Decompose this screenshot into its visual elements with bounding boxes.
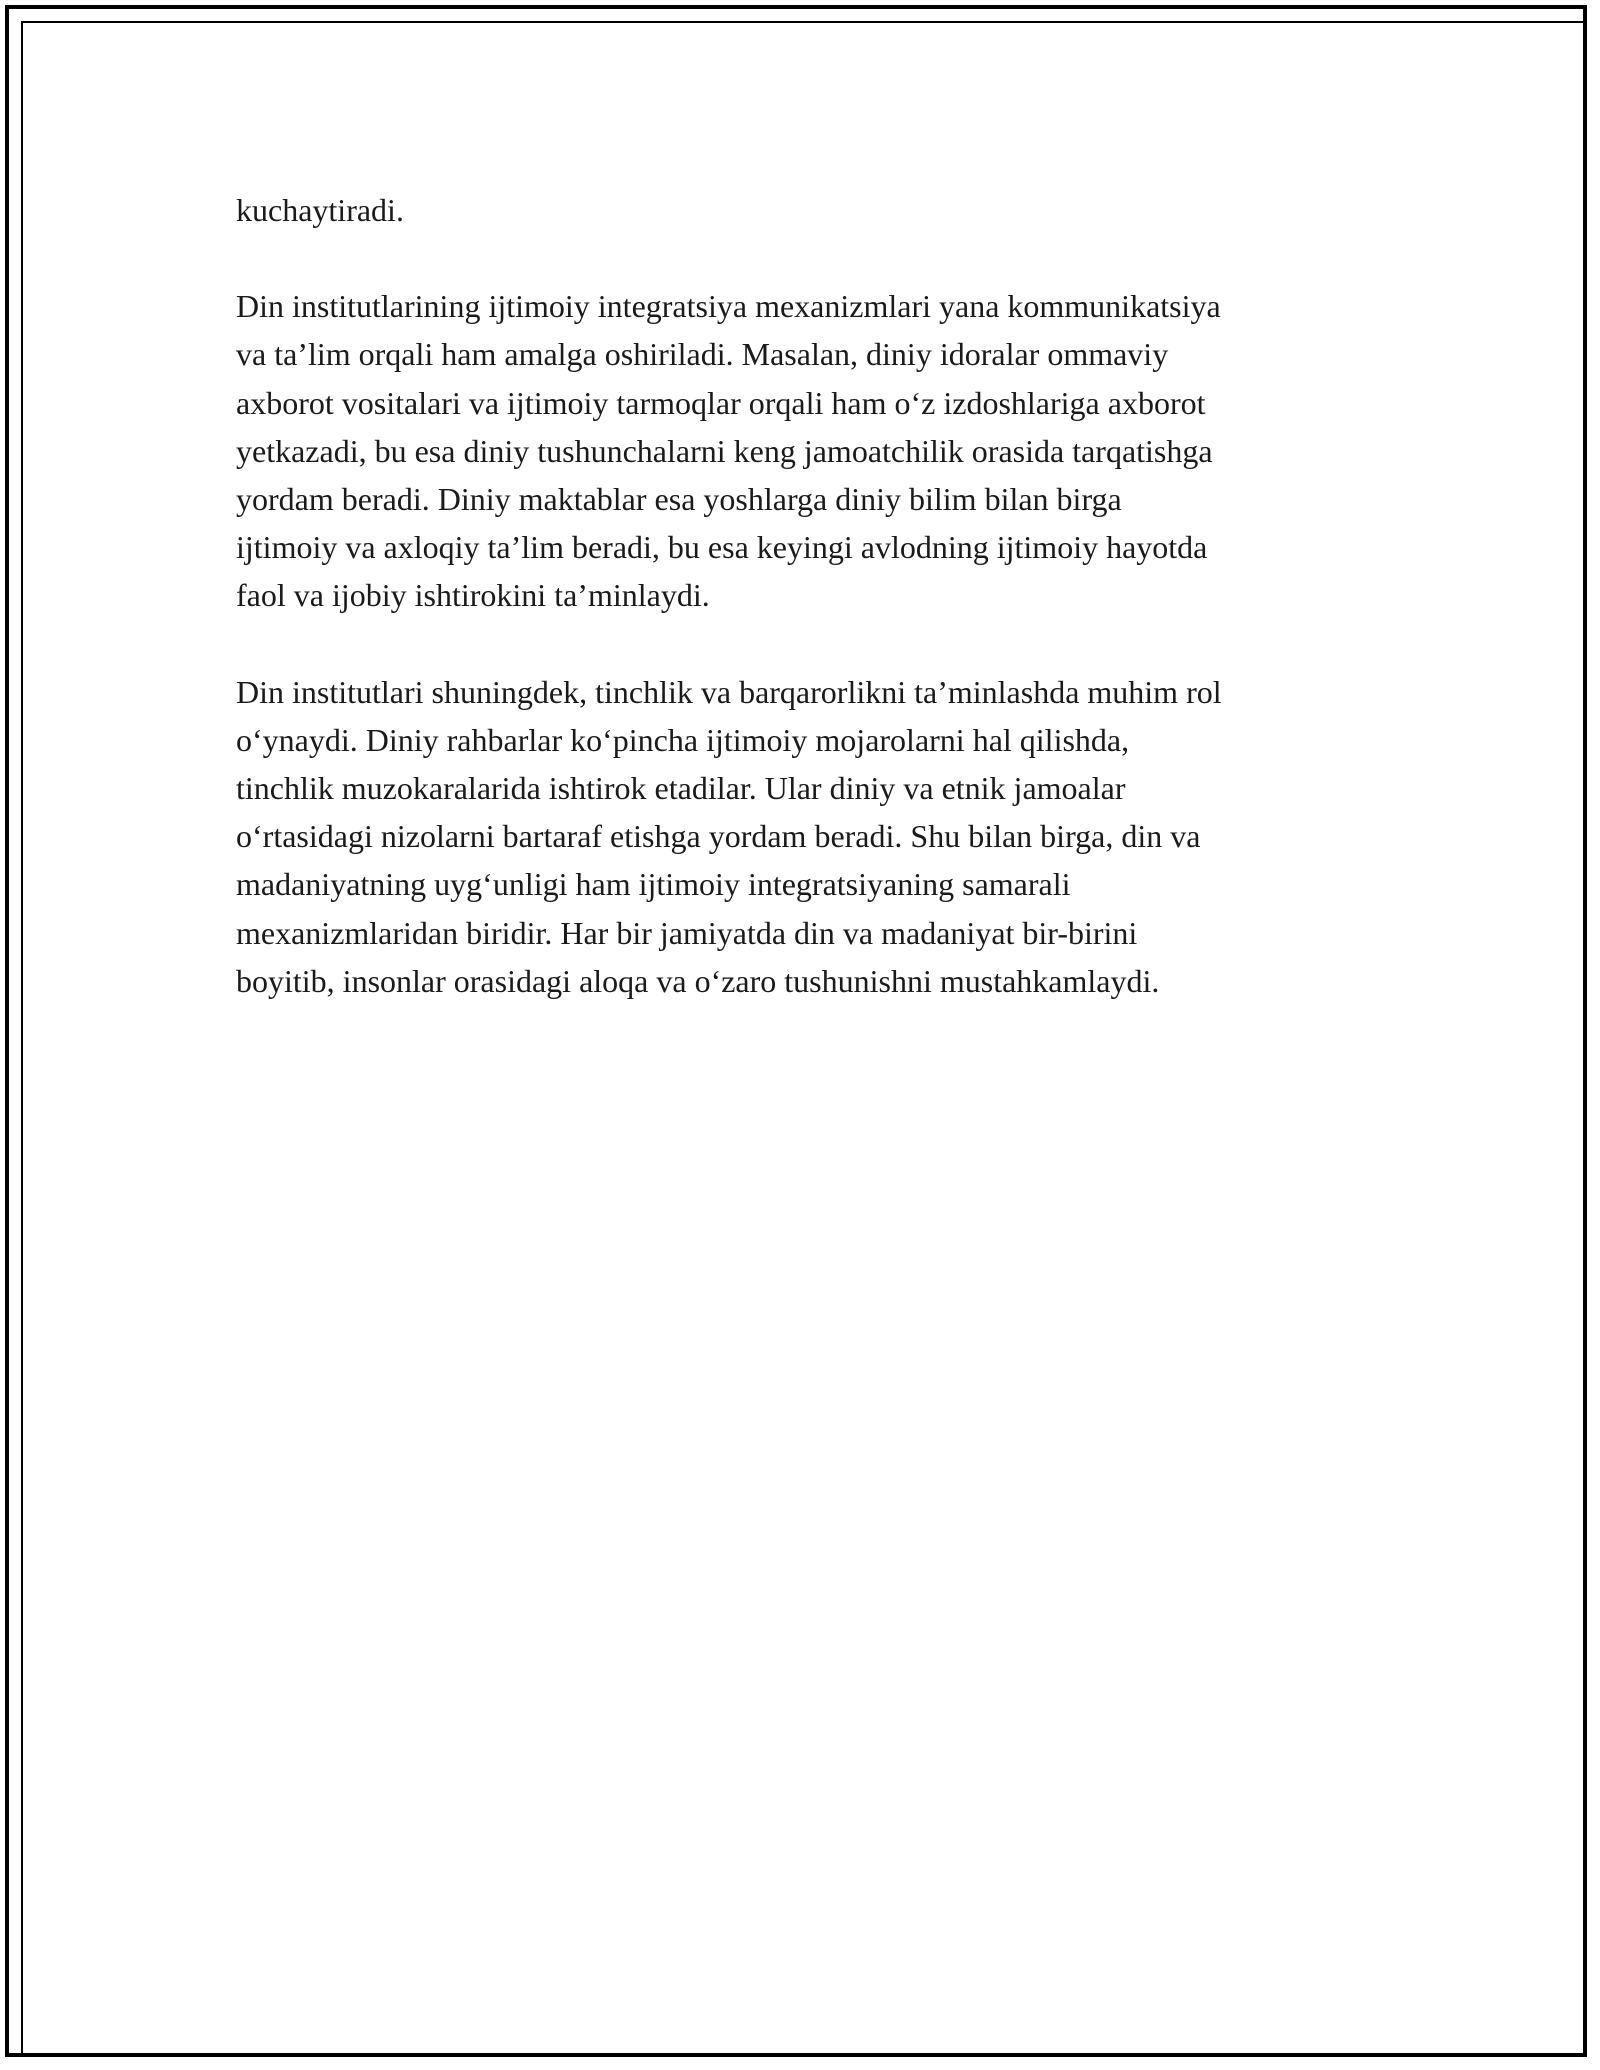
paragraph-continuation: kuchaytiradi. — [236, 192, 404, 228]
paragraph-peace-stability: Din institutlari shuningdek, tinchlik va barqarorlikni ta’minlashda muhim rol o‘ynaydi. Diniy rahbarlar ko‘pincha ijtimoiy mojarolarni hal qilishda, tinchlik muzokaralarida ishtirok etadilar. Ular diniy va etnik jamoalar o‘rtasidagi nizolarni bartaraf etishga yordam beradi. Shu bilan birga, din va madaniyatning uyg‘unligi ham ijtimoiy integratsiyaning samarali mexanizmlaridan biridir. Har bir jamiyatda din va madaniyat bir-birini boyitib, insonlar orasidagi aloqa va o‘zaro tushunishni mustahkamlaydi. — [236, 673, 1222, 999]
paragraph-communication-education: Din institutlarining ijtimoiy integratsiya mexanizmlari yana kommunikatsiya va ta’lim orqali ham amalga oshiriladi. Masalan, diniy idoralar ommaviy axborot vositalari va ijtimoiy tarmoqlar orqali ham o‘z izdoshlariga axborot yetkazadi, bu esa diniy tushunchalarni keng jamoatchilik orasida tarqatishga yordam beradi. Diniy maktablar esa yoshlarga diniy bilim bilan birga ijtimoiy va axloqiy ta’lim beradi, bu esa keyingi avlodning ijtimoiy hayotda faol va ijobiy ishtirokini ta’minlaydi. — [236, 288, 1221, 614]
page-body — [236, 186, 1376, 1053]
